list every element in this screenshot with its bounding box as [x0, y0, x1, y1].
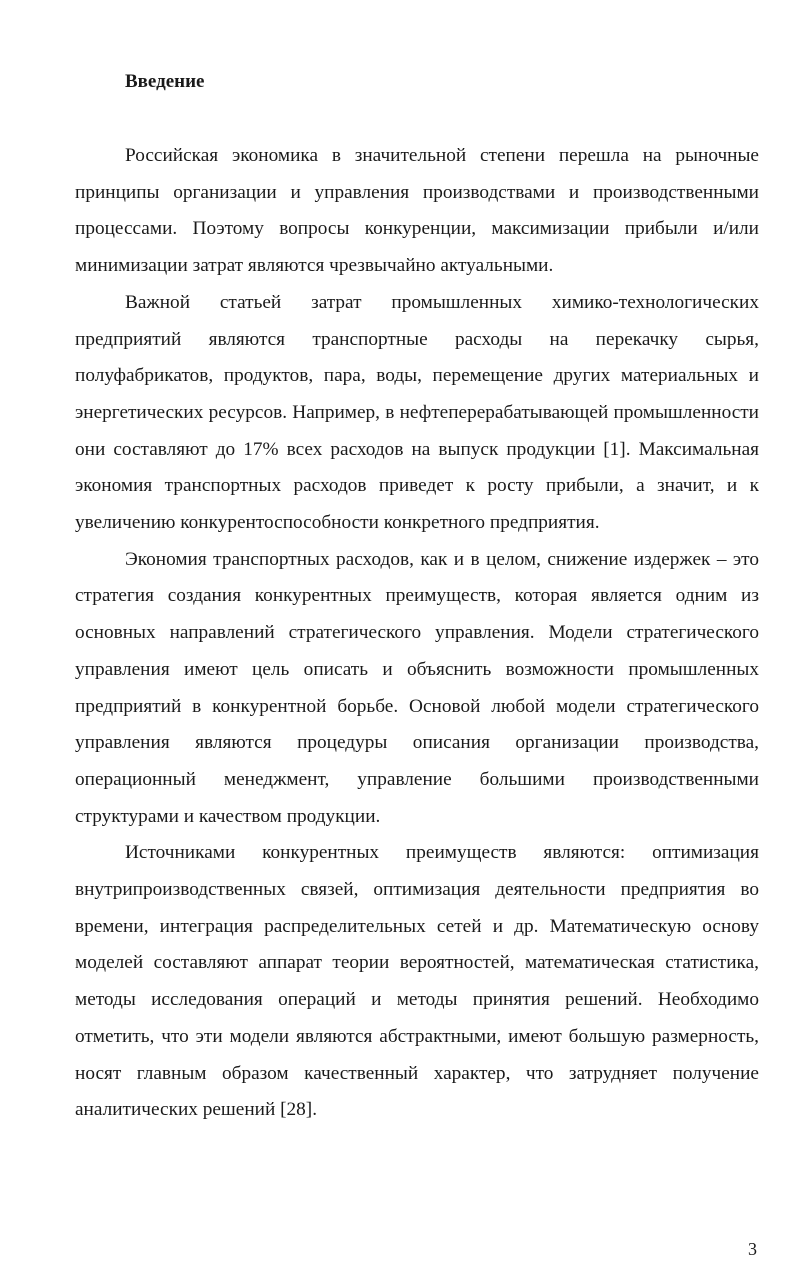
paragraph-2: Важной статьей затрат промышленных химико-технологических предприятий являются транспортные расходы на перекачку сырья, полуфабрикатов, продуктов, пара, воды, перемещение других материальных и энергетических ресурсов. Например, в нефтеперерабатывающей промышленности они составляют до 17% всех расходов на выпуск продукции [1]. Максимальная экономия транспортных расходов приведет к росту прибыли, а значит, и к увеличению конкурентоспособности конкретного предприятия. [75, 291, 759, 534]
paragraph-1: Российская экономика в значительной степени перешла на рыночные принципы организации и управления производствами и производственными процессами. Поэтому вопросы конкуренции, максимизации прибыли и/или минимизации затрат являются чрезвычайно актуальными. [75, 145, 759, 277]
body-text [75, 138, 759, 1129]
section-heading: Введение [125, 71, 205, 92]
page-number: 3 [748, 1239, 757, 1259]
paragraph-3: Экономия транспортных расходов, как и в целом, снижение издержек – это стратегия создания конкурентных преимуществ, которая является одним из основных направлений стратегического управления. Модели стратегического управления имеют цель описать и объяснить возможности промышленных предприятий в конкурентной борьбе. Основой любой модели стратегического управления являются процедуры описания организации производства, операционный менеджмент, управление большими производственными структурами и качеством продукции. [75, 548, 759, 827]
paragraph-4: Источниками конкурентных преимуществ являются: оптимизация внутрипроизводственных связей, оптимизация деятельности предприятия во времени, интеграция распределительных сетей и др. Математическую основу моделей составляют аппарат теории вероятностей, математическая статистика, методы исследования операций и методы принятия решений. Необходимо отметить, что эти модели являются абстрактными, имеют большую размерность, носят главным образом качественный характер, что затрудняет получение аналитических решений [28]. [75, 842, 759, 1121]
